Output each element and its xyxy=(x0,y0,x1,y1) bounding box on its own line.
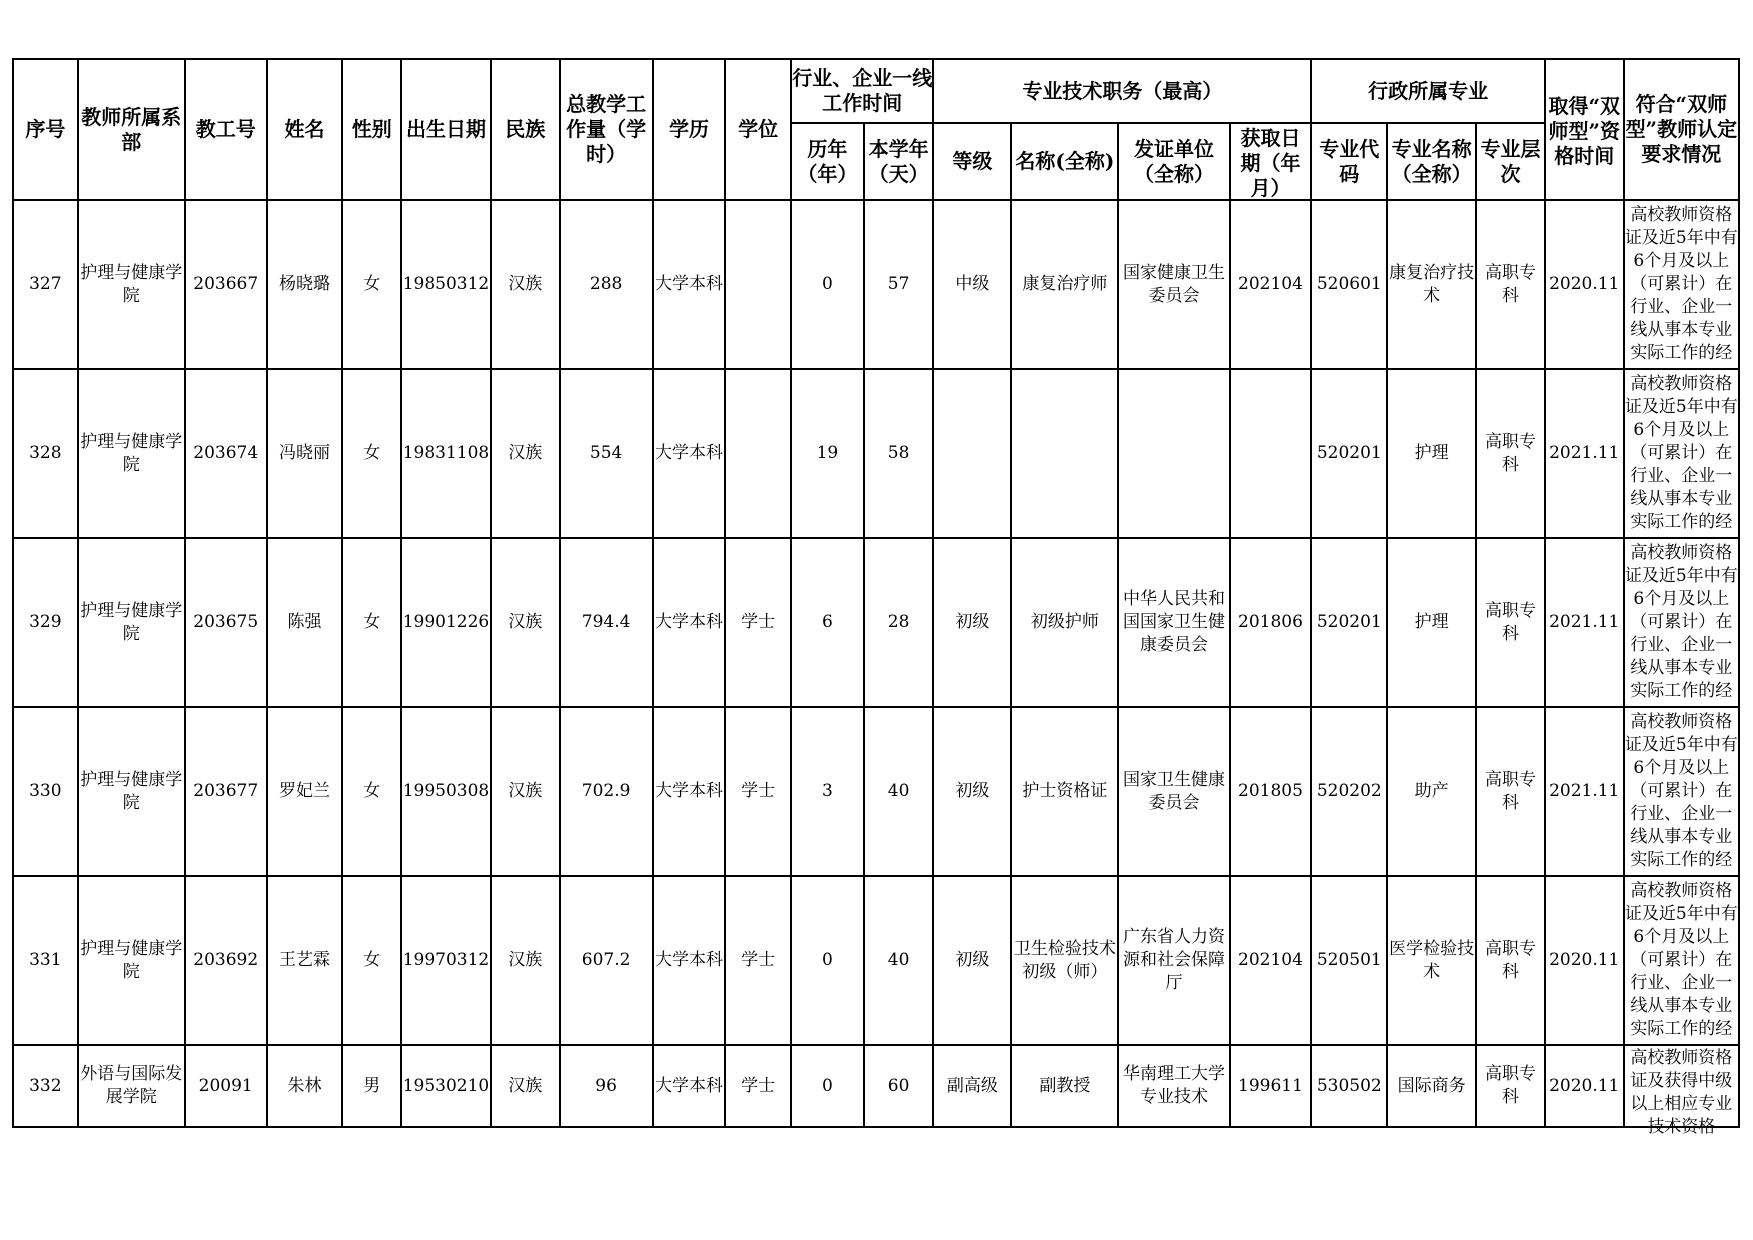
cell-major-code: 520201 xyxy=(1311,369,1387,538)
cell-major-level: 高职专科 xyxy=(1476,1045,1545,1127)
cell-title-issuer: 中华人民共和国国家卫生健康委员会 xyxy=(1118,538,1229,707)
cell-dual-requirement-text: 高校教师资格证及近5年中有6个月及以上（可累计）在行业、企业一线从事本专业实际工作的经 xyxy=(1624,205,1738,363)
cell-dept: 护理与健康学院 xyxy=(78,538,185,707)
cell-dual-requirement-text: 高校教师资格证及近5年中有6个月及以上（可累计）在行业、企业一线从事本专业实际工作的经 xyxy=(1624,881,1738,1039)
cell-dual-time: 2020.11 xyxy=(1545,1045,1624,1127)
header-industry-years-text: 历年（年） xyxy=(797,136,858,186)
header-degree: 学位 xyxy=(725,59,791,200)
cell-major-name: 护理 xyxy=(1387,369,1476,538)
cell-name: 冯晓丽 xyxy=(267,369,343,538)
cell-industry-years: 0 xyxy=(791,1045,864,1127)
header-gender: 性别 xyxy=(342,59,401,200)
cell-major-code: 530502 xyxy=(1311,1045,1387,1127)
cell-ethnicity: 汉族 xyxy=(491,369,560,538)
cell-gender: 女 xyxy=(342,876,401,1045)
cell-education: 大学本科 xyxy=(653,538,726,707)
header-major-level xyxy=(1476,123,1545,200)
cell-birth-date: 19901226 xyxy=(401,538,491,707)
cell-seq: 330 xyxy=(13,707,78,876)
cell-major-level: 高职专科 xyxy=(1476,707,1545,876)
cell-staff-no: 20091 xyxy=(185,1045,267,1127)
table-row xyxy=(13,707,1739,876)
cell-industry-years: 3 xyxy=(791,707,864,876)
cell-birth-date: 19950308 xyxy=(401,707,491,876)
cell-degree xyxy=(725,200,791,369)
header-industry-days xyxy=(864,123,934,200)
table-row xyxy=(13,538,1739,707)
header-title-name xyxy=(1011,123,1118,200)
cell-staff-no: 203692 xyxy=(185,876,267,1045)
cell-gender: 女 xyxy=(342,369,401,538)
teacher-roster-table xyxy=(12,58,1740,1137)
cell-gender: 女 xyxy=(342,707,401,876)
table-row xyxy=(13,1045,1739,1127)
cell-birth-date: 19530210 xyxy=(401,1045,491,1127)
cell-industry-years: 0 xyxy=(791,876,864,1045)
header-industry-days-text: 本学年（天） xyxy=(868,136,929,186)
cell-industry-days: 40 xyxy=(864,876,934,1045)
cell-name: 陈强 xyxy=(267,538,343,707)
header-title-issuer xyxy=(1118,123,1229,200)
header-title-issuer-text: 发证单位（全称） xyxy=(1133,136,1214,186)
cell-title-name: 护士资格证 xyxy=(1011,707,1118,876)
cell-dept: 外语与国际发展学院 xyxy=(78,1045,185,1127)
cell-name: 杨晓璐 xyxy=(267,200,343,369)
cell-seq: 329 xyxy=(13,538,78,707)
cell-industry-days: 28 xyxy=(864,538,934,707)
cell-staff-no: 203667 xyxy=(185,200,267,369)
cell-title-issuer: 国家健康卫生委员会 xyxy=(1118,200,1229,369)
cell-dual-requirement-text: 高校教师资格证及近5年中有6个月及以上（可累计）在行业、企业一线从事本专业实际工作的经 xyxy=(1624,712,1738,870)
header-dual-requirement: 符合“双师型”教师认定要求情况 xyxy=(1624,59,1739,200)
header-seq: 序号 xyxy=(13,59,78,200)
cell-workload: 554 xyxy=(560,369,653,538)
cell-education: 大学本科 xyxy=(653,707,726,876)
cell-industry-days: 60 xyxy=(864,1045,934,1127)
cell-industry-years: 0 xyxy=(791,200,864,369)
cell-major-level: 高职专科 xyxy=(1476,538,1545,707)
cell-major-name: 助产 xyxy=(1387,707,1476,876)
cell-title-issuer: 广东省人力资源和社会保障厅 xyxy=(1118,876,1229,1045)
cell-dual-time: 2020.11 xyxy=(1545,876,1624,1045)
cell-dual-requirement-text: 高校教师资格证及获得中级以上相应专业技术资格 xyxy=(1630,1048,1733,1137)
cell-dual-time: 2021.11 xyxy=(1545,538,1624,707)
cell-ethnicity: 汉族 xyxy=(491,538,560,707)
cell-dual-requirement xyxy=(1624,538,1739,707)
cell-dual-time: 2021.11 xyxy=(1545,369,1624,538)
cell-major-code: 520201 xyxy=(1311,538,1387,707)
cell-workload: 794.4 xyxy=(560,538,653,707)
header-industry-time-group: 行业、企业一线工作时间 xyxy=(791,59,933,123)
cell-title-level: 中级 xyxy=(933,200,1011,369)
cell-workload: 607.2 xyxy=(560,876,653,1045)
header-dual-qualification-time xyxy=(1545,59,1624,200)
cell-seq: 328 xyxy=(13,369,78,538)
cell-dept: 护理与健康学院 xyxy=(78,707,185,876)
cell-birth-date: 19831108 xyxy=(401,369,491,538)
cell-title-date xyxy=(1230,369,1312,538)
cell-title-date: 202104 xyxy=(1230,200,1312,369)
header-major-code-text: 专业代码 xyxy=(1319,136,1380,186)
cell-dual-requirement-text: 高校教师资格证及近5年中有6个月及以上（可累计）在行业、企业一线从事本专业实际工作的经 xyxy=(1624,374,1738,532)
cell-title-level: 初级 xyxy=(933,538,1011,707)
cell-dual-requirement-text: 高校教师资格证及近5年中有6个月及以上（可累计）在行业、企业一线从事本专业实际工作的经 xyxy=(1624,543,1738,701)
cell-title-issuer: 国家卫生健康委员会 xyxy=(1118,707,1229,876)
cell-major-name: 国际商务 xyxy=(1387,1045,1476,1127)
cell-title-issuer xyxy=(1118,369,1229,538)
cell-title-date: 201805 xyxy=(1230,707,1312,876)
cell-seq: 331 xyxy=(13,876,78,1045)
cell-title-name xyxy=(1011,369,1118,538)
cell-industry-days: 58 xyxy=(864,369,934,538)
table-body xyxy=(13,200,1739,1137)
cell-title-name: 卫生检验技术初级（师） xyxy=(1011,876,1118,1045)
cell-dual-requirement xyxy=(1624,200,1739,369)
table-row xyxy=(13,200,1739,369)
header-title-date xyxy=(1230,123,1312,200)
header-ethnicity: 民族 xyxy=(491,59,560,200)
cell-dept: 护理与健康学院 xyxy=(78,369,185,538)
cell-ethnicity: 汉族 xyxy=(491,707,560,876)
cell-major-level: 高职专科 xyxy=(1476,369,1545,538)
cell-name: 朱林 xyxy=(267,1045,343,1127)
cell-dual-requirement xyxy=(1624,876,1739,1045)
header-major-name xyxy=(1387,123,1476,200)
header-education: 学历 xyxy=(653,59,726,200)
cell-name: 罗妃兰 xyxy=(267,707,343,876)
cell-major-code: 520202 xyxy=(1311,707,1387,876)
cell-title-issuer: 华南理工大学专业技术 xyxy=(1118,1045,1229,1127)
cell-name: 王艺霖 xyxy=(267,876,343,1045)
cell-title-date: 199611 xyxy=(1230,1045,1312,1127)
header-title-date-text: 获取日期（年月） xyxy=(1240,125,1301,200)
cell-title-date: 202104 xyxy=(1230,876,1312,1045)
cell-industry-years: 6 xyxy=(791,538,864,707)
cell-education: 大学本科 xyxy=(653,369,726,538)
cell-major-code: 520501 xyxy=(1311,876,1387,1045)
header-administrative-major-group: 行政所属专业 xyxy=(1311,59,1544,123)
cell-ethnicity: 汉族 xyxy=(491,200,560,369)
cell-education: 大学本科 xyxy=(653,200,726,369)
cell-dept: 护理与健康学院 xyxy=(78,200,185,369)
cell-staff-no: 203674 xyxy=(185,369,267,538)
cell-workload: 96 xyxy=(560,1045,653,1127)
table-row xyxy=(13,876,1739,1045)
cell-degree: 学士 xyxy=(725,876,791,1045)
cell-major-code: 520601 xyxy=(1311,200,1387,369)
cell-birth-date: 19850312 xyxy=(401,200,491,369)
header-major-level-text: 专业层次 xyxy=(1480,136,1541,186)
cell-industry-days: 40 xyxy=(864,707,934,876)
cell-title-level: 副高级 xyxy=(933,1045,1011,1127)
cell-gender: 女 xyxy=(342,200,401,369)
cell-staff-no: 203677 xyxy=(185,707,267,876)
header-name: 姓名 xyxy=(267,59,343,200)
cell-seq: 332 xyxy=(13,1045,78,1127)
cell-industry-days: 57 xyxy=(864,200,934,369)
header-workload: 总教学工作量（学时） xyxy=(560,59,653,200)
table-header xyxy=(13,59,1739,200)
header-birth-date: 出生日期 xyxy=(401,59,491,200)
cell-degree xyxy=(725,369,791,538)
cell-title-level: 初级 xyxy=(933,876,1011,1045)
cell-workload: 702.9 xyxy=(560,707,653,876)
cell-title-name: 副教授 xyxy=(1011,1045,1118,1127)
cell-major-level: 高职专科 xyxy=(1476,200,1545,369)
table-row xyxy=(13,369,1739,538)
cell-ethnicity: 汉族 xyxy=(491,1045,560,1127)
cell-dual-requirement xyxy=(1624,369,1739,538)
header-industry-years xyxy=(791,123,864,200)
cell-ethnicity: 汉族 xyxy=(491,876,560,1045)
cell-education: 大学本科 xyxy=(653,876,726,1045)
cell-dept: 护理与健康学院 xyxy=(78,876,185,1045)
header-staff-no: 教工号 xyxy=(185,59,267,200)
cell-major-name: 康复治疗技术 xyxy=(1387,200,1476,369)
header-dept: 教师所属系部 xyxy=(78,59,185,200)
cell-title-level xyxy=(933,369,1011,538)
cell-workload: 288 xyxy=(560,200,653,369)
cell-dual-requirement xyxy=(1624,707,1739,876)
cell-degree: 学士 xyxy=(725,707,791,876)
cell-education: 大学本科 xyxy=(653,1045,726,1127)
cell-dual-requirement xyxy=(1624,1045,1739,1137)
header-major-name-text: 专业名称（全称） xyxy=(1391,136,1472,186)
cell-dual-time: 2021.11 xyxy=(1545,707,1624,876)
header-title-name-text: 名称(全称) xyxy=(1015,149,1115,173)
header-dual-qualification-time-text: 取得“双师型”资格时间 xyxy=(1548,93,1620,168)
cell-major-name: 护理 xyxy=(1387,538,1476,707)
header-title-level: 等级 xyxy=(933,123,1011,200)
cell-seq: 327 xyxy=(13,200,78,369)
header-professional-title-group: 专业技术职务（最高） xyxy=(933,59,1311,123)
cell-title-date: 201806 xyxy=(1230,538,1312,707)
cell-major-level: 高职专科 xyxy=(1476,876,1545,1045)
cell-staff-no: 203675 xyxy=(185,538,267,707)
cell-title-level: 初级 xyxy=(933,707,1011,876)
teacher-roster-page xyxy=(12,58,1740,1137)
cell-major-name: 医学检验技术 xyxy=(1387,876,1476,1045)
cell-industry-years: 19 xyxy=(791,369,864,538)
cell-title-name: 康复治疗师 xyxy=(1011,200,1118,369)
cell-dual-time: 2020.11 xyxy=(1545,200,1624,369)
cell-degree: 学士 xyxy=(725,538,791,707)
cell-title-name: 初级护师 xyxy=(1011,538,1118,707)
cell-degree: 学士 xyxy=(725,1045,791,1127)
cell-gender: 女 xyxy=(342,538,401,707)
cell-gender: 男 xyxy=(342,1045,401,1127)
cell-birth-date: 19970312 xyxy=(401,876,491,1045)
header-major-code xyxy=(1311,123,1387,200)
